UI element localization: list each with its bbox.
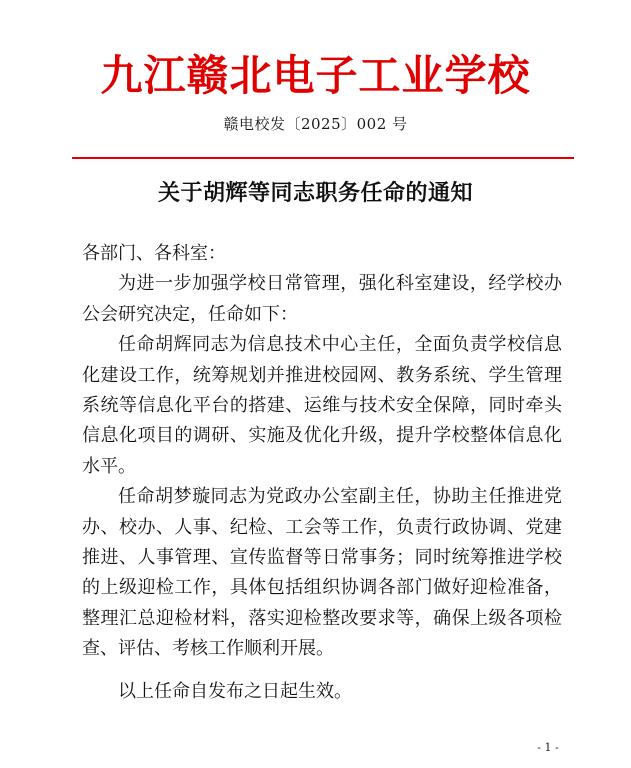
notice-body <box>82 239 562 707</box>
appointment-paragraph-hu-hui: 任命胡辉同志为信息技术中心主任，全面负责学校信息化建设工作，统筹规划并推进校园网、教务系统、学生管理系统等信息化平台的搭建、运维与技术安全保障，同时牵头信息化项目的调研、实施及优化升级，提升学校整体信息化水平。 <box>82 334 562 477</box>
appointment-paragraph-hu-mengxuan: 任命胡梦璇同志为党政办公室副主任，协助主任推进党办、校办、人事、纪检、工会等工作，负责行政协调、党建推进、人事管理、宣传监督等日常事务；同时统筹推进学校的上级迎检工作，具体包括组织协调各部门做好迎检准备，整理汇总迎检材料，落实迎检整改要求等，确保上级各项检查、评估、考核工作顺利开展。 <box>82 486 562 660</box>
notice-title: 关于胡辉等同志职务任命的通知 <box>157 180 473 206</box>
document-number: 赣电校发〔2025〕002 号 <box>223 115 408 133</box>
red-divider-line <box>72 157 574 159</box>
intro-paragraph: 为进一步加强学校日常管理，强化科室建设，经学校办公会研究决定，任命如下： <box>82 273 562 325</box>
school-header-title: 九江赣北电子工业学校 <box>100 51 531 100</box>
salutation: 各部门、各科室： <box>82 243 226 264</box>
page-number: - 1 - <box>537 741 559 754</box>
closing-statement: 以上任命自发布之日起生效。 <box>118 680 352 702</box>
